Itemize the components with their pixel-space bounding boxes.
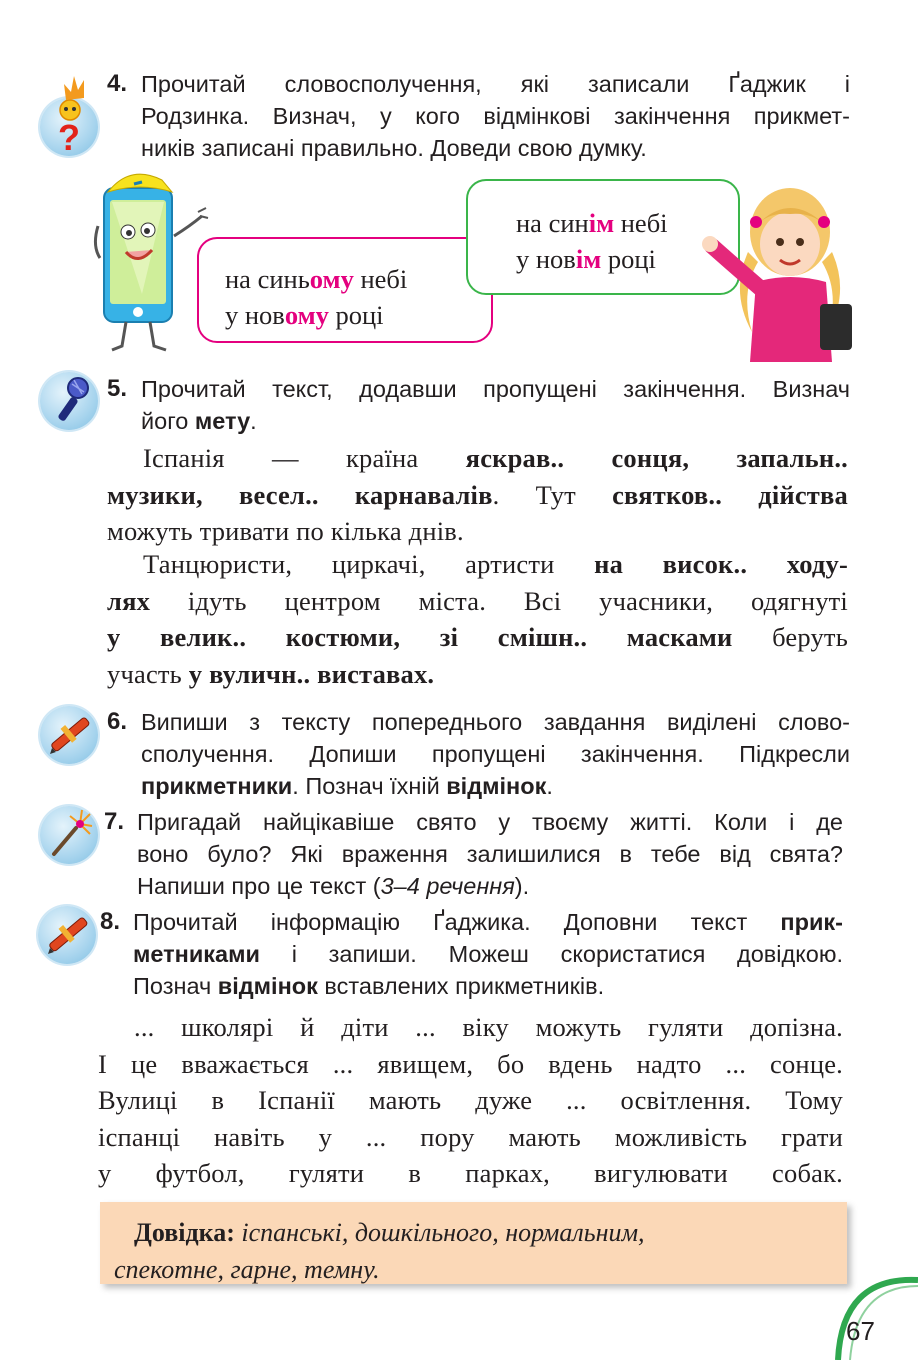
- microphone-icon: [40, 372, 98, 430]
- task-4-line-1: Прочитай словосполучення, які записали Ґаджик і: [141, 71, 850, 97]
- task-5-p2-line-4: участь у вуличн.. виставах.: [107, 658, 435, 689]
- task-8-line-2: метниками і запиши. Можеш скористатися довідкою.: [133, 941, 843, 967]
- svg-text:?: ?: [58, 117, 80, 156]
- page-number: 67: [846, 1316, 875, 1346]
- gadget-phone-character: [90, 166, 210, 356]
- question-mark-character-icon: [40, 98, 98, 156]
- task-5-instructions: [141, 373, 850, 437]
- ending-highlight: ому: [309, 264, 354, 294]
- gadget-speech-bubble: [197, 237, 493, 343]
- task-8-text: [98, 1009, 843, 1192]
- task-8-line-3: Познач відмінок вставлених прикметників.: [133, 973, 605, 999]
- task-5-p2-line-3: у велик.. костюми, зі смішн.. масками беруть: [107, 622, 848, 652]
- task-6-number: 6.: [107, 708, 128, 735]
- task-6-line-2: сполучення. Допиши пропущені закінчення. Підкресли: [141, 741, 850, 767]
- ending-highlight: ому: [284, 300, 329, 330]
- rodzynka-bubble-line-2: у новім році: [516, 244, 656, 274]
- task-4-number: 4.: [107, 70, 128, 97]
- task-8-text-line-3: Вулиці в Іспанії мають дуже ... освітлення. Тому: [98, 1085, 843, 1116]
- task-5-p1-line-3: можуть тривати по кілька днів.: [107, 516, 464, 546]
- task-8-number: 8.: [100, 908, 121, 935]
- task-7-line-2: воно було? Які враження залишилися в тебе від свята?: [137, 841, 843, 867]
- pen-icon: [38, 906, 96, 964]
- task-8-text-line-5: у футбол, гуляти в парках, вигулювати собак.: [98, 1158, 843, 1189]
- reference-line-1: Довідка: іспанські, дошкільного, нормальним,: [134, 1218, 645, 1247]
- pen-icon: [40, 706, 98, 764]
- reference-label: Довідка:: [134, 1218, 235, 1247]
- rodzynka-bubble-line-1: на синім небі: [516, 208, 668, 238]
- task-4-instructions: [141, 68, 850, 164]
- task-6-line-1: Випиши з тексту попереднього завдання виділені слово-: [141, 709, 850, 735]
- task-7-line-1: Пригадай найцікавіше свято у твоєму житті. Коли і де: [137, 809, 843, 835]
- rodzynka-girl-character: [700, 182, 870, 362]
- task-5-p1-line-2: музики, весел.. карнавалів. Тут святков.. дійства: [107, 479, 848, 510]
- task-8-instructions: [133, 906, 843, 1002]
- task-8-text-line-1: ... школярі й діти ... віку можуть гуляти допізна.: [134, 1012, 843, 1042]
- task-4-line-3: ників записані правильно. Доведи свою думку.: [141, 135, 647, 161]
- task-7-line-3: Напиши про це текст (3–4 речення).: [137, 873, 530, 899]
- ending-highlight: ім: [588, 208, 615, 238]
- task-8-line-1: Прочитай інформацію Ґаджика. Доповни текст прик-: [133, 909, 843, 935]
- gadget-bubble-line-1: на синьому небі: [225, 264, 408, 294]
- gadget-bubble-line-2: у новому році: [225, 300, 384, 330]
- rodzynka-speech-bubble: [466, 179, 740, 295]
- task-5-number: 5.: [107, 375, 128, 402]
- task-7-number: 7.: [104, 808, 125, 835]
- task-4-line-2: Родзинка. Визнач, у кого відмінкові закінчення прикмет-: [141, 103, 850, 129]
- task-5-text-paragraph-1: [107, 440, 848, 550]
- question-character-hair: [62, 74, 90, 104]
- task-5-line-2: його мету.: [141, 408, 257, 434]
- task-5-p1-line-1: Іспанія — країна яскрав.. сонця, запальн..: [143, 443, 848, 473]
- task-8-text-line-2: І це вважається ... явищем, бо вдень надто ... сонце.: [98, 1048, 843, 1079]
- task-6-line-3: прикметники. Познач їхній відмінок.: [141, 773, 553, 799]
- task-7-instructions: [137, 806, 843, 902]
- reference-box: [100, 1202, 847, 1284]
- task-5-p2-line-2: лях ідуть центром міста. Всі учасники, одягнуті: [107, 585, 848, 616]
- task-5-p2-line-1: Танцюристи, циркачі, артисти на висок.. ходу-: [143, 549, 848, 579]
- ending-highlight: ім: [575, 244, 602, 274]
- task-5-line-1: Прочитай текст, додавши пропущені закінчення. Визнач: [141, 376, 850, 402]
- sparkler-icon: [40, 806, 98, 864]
- reference-line-2: спекотне, гарне, темну.: [114, 1255, 380, 1284]
- task-5-text-paragraph-2: [107, 546, 848, 692]
- task-8-text-line-4: іспанці навіть у ... пору мають можливість грати: [98, 1121, 843, 1152]
- task-6-instructions: [141, 706, 850, 802]
